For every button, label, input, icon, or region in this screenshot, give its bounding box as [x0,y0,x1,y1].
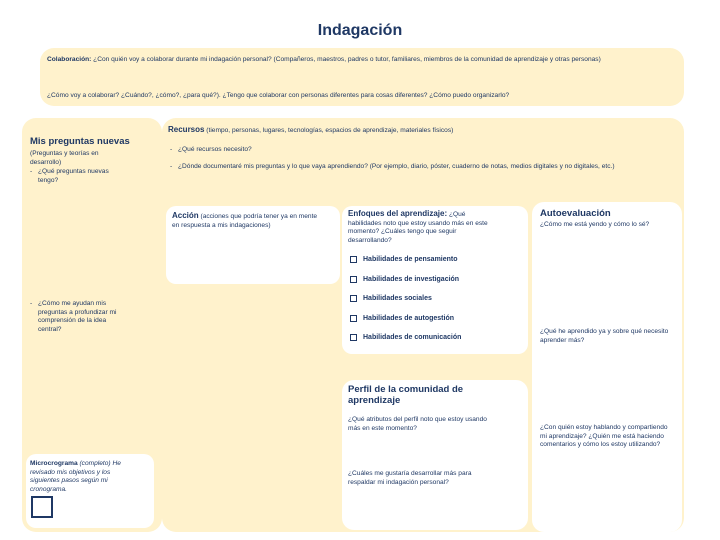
skill-label: Habilidades de investigación [363,276,460,283]
perfil-heading: Perfil de la comunidad de aprendizaje [348,384,464,406]
colaboracion-label: Colaboración: [47,56,92,63]
checkbox-icon[interactable] [350,334,357,341]
skill-option[interactable] [350,256,458,263]
autoevaluacion-card [532,202,682,532]
recursos-list [170,146,670,171]
microcrograma-text [30,460,136,494]
list-item: - ¿Qué preguntas nuevas tengo? [30,168,128,185]
accion-text [172,212,318,230]
skill-option[interactable] [350,315,454,322]
preguntas-list-1 [30,168,128,185]
skill-option[interactable] [350,276,459,283]
completion-checkbox[interactable] [31,496,53,518]
autoevaluacion-q3: ¿Con quién estoy hablando y compartiendo mi aprendizaje? ¿Quién me está haciendo comentarios y cómo los estoy utilizando? [540,424,668,449]
list-item: - ¿Cómo me ayudan mis preguntas a profundizar mi comprensión de la idea central? [30,300,128,334]
skill-label: Habilidades de pensamiento [363,256,458,263]
colaboracion-intro [47,56,667,65]
preguntas-heading: Mis preguntas nuevas [30,136,130,147]
preguntas-subtitle: (Preguntas y teorías en desarrollo) [30,150,99,166]
skill-label: Habilidades sociales [363,295,432,302]
perfil-q1: ¿Qué atributos del perfil noto que estoy usando más en este momento? [348,416,487,432]
skill-label: Habilidades de comunicación [363,334,462,341]
skill-label: Habilidades de autogestión [363,315,455,322]
list-item: - ¿Qué recursos necesito? [170,146,670,155]
preguntas-list-2 [30,300,128,334]
recursos-text: (tiempo, personas, lugares, tecnologías, espacios de aprendizaje, materiales físicos) [204,127,454,134]
recursos-label: Recursos [168,125,205,134]
enfoques-label: Enfoques del aprendizaje: [348,209,448,218]
recursos-heading [168,126,668,136]
microcrograma-label: Microcrograma [30,460,78,467]
accion-label: Acción [172,211,199,220]
microcrograma-body: (completo) He revisado mis objetivos y los siguientes pasos según mi cronograma. [30,460,121,493]
perfil-card [342,380,528,530]
colaboracion-text: ¿Con quién voy a colaborar durante mi indagación personal? (Compañeros, maestros, padres o tutor, familiares, miembros de la comunidad de aprendizaje y otras personas) [91,56,601,63]
checkbox-icon[interactable] [350,315,357,322]
autoevaluacion-heading: Autoevaluación [540,208,611,219]
colaboracion-panel [40,48,684,106]
preguntas-panel [22,118,162,532]
autoevaluacion-q1: ¿Cómo me está yendo y cómo lo sé? [540,221,650,228]
enfoques-text [348,210,498,245]
skill-option[interactable] [350,295,432,302]
skill-option[interactable] [350,334,461,341]
perfil-q2: ¿Cuáles me gustaría desarrollar más para respaldar mi indagación personal? [348,470,472,486]
autoevaluacion-q2: ¿Qué he aprendido ya y sobre qué necesito aprender más? [540,328,669,344]
page-title: Indagación [317,22,403,39]
accion-card [166,206,340,284]
checkbox-icon[interactable] [350,295,357,302]
colaboracion-question: ¿Cómo voy a colaborar? ¿Cuándo?, ¿cómo?, ¿para qué?). ¿Tengo que colaborar con personas diferentes para cosas diferentes? ¿Cómo puedo organizarlo? [47,92,510,99]
checkbox-icon[interactable] [350,256,357,263]
list-item: - ¿Dónde documentaré mis preguntas y lo que vaya aprendiendo? (Por ejemplo, diario, póster, cuaderno de notas, medios digitales y no digitales, etc.) [170,163,670,172]
accion-body: (acciones que podría tener ya en mente en respuesta a mis indagaciones) [172,213,318,229]
enfoques-body: ¿Qué habilidades noto que estoy usando más en este momento? ¿Cuáles tengo que seguir desarrollando? [348,211,488,244]
checkbox-icon[interactable] [350,276,357,283]
